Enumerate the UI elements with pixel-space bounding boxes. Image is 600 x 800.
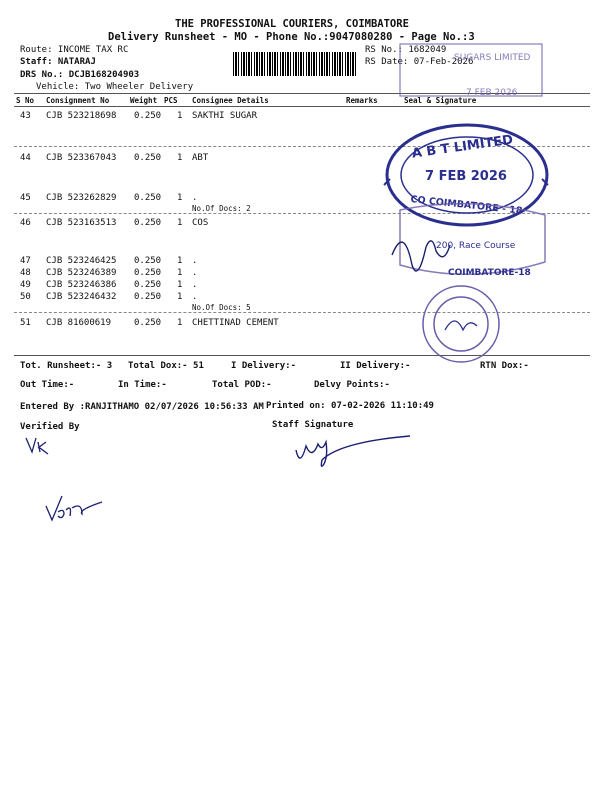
row-consignee: . [192,280,198,290]
row-consignment: CJB 523246386 [46,280,117,290]
staff-signature [296,436,410,466]
row-consignment: CJB 523367043 [46,153,117,163]
drs-label: DRS No.: DCJB168204903 [20,70,140,80]
verified-by: Verified By [20,422,80,432]
vehicle-label: Vehicle: Two Wheeler Delivery [36,82,194,92]
delvy-points: Delvy Points:- [314,380,390,390]
row-pcs: 1 [177,318,183,328]
row-pcs: 1 [177,256,183,266]
rs-number: RS No.: 1682049 [365,45,447,55]
row-weight: 0.250 [134,111,162,121]
row-sno: 48 [20,268,31,278]
row-consignee: SAKTHI SUGAR [192,111,258,121]
col-pcs: PCS [164,96,178,105]
row-pcs: 1 [177,111,183,121]
in-time: In Time:- [118,380,167,390]
route-label: Route: INCOME TAX RC [20,45,129,55]
row-consignment: CJB 523246432 [46,292,117,302]
row-weight: 0.250 [134,280,162,290]
stamp-abt-name: A B T LIMITED [411,132,514,162]
docs-note: No.Of Docs: 5 [192,303,251,312]
row-pcs: 1 [177,218,183,228]
row-consignee: ABT [192,153,209,163]
row-consignee: COS [192,218,209,228]
total-dox: Total Dox:- 51 [128,361,204,371]
row-pcs: 1 [177,280,183,290]
stamp-abt-date: 7 FEB 2026 [425,169,507,184]
stamp-race-course: 200, Race Course [436,241,516,251]
col-sno: S No [16,96,35,105]
row-pcs: 1 [177,193,183,203]
docs-note: No.Of Docs: 2 [192,204,251,213]
verifier-signature [46,496,102,520]
ii-delivery: II Delivery:- [340,361,411,371]
row-pcs: 1 [177,268,183,278]
stamp-abt-city: CO COIMBATORE - 18 [409,194,523,217]
rs-date: RS Date: 07-Feb-2026 [365,57,474,67]
sugars-stamp [400,44,542,98]
row-sno: 49 [20,280,31,290]
row-sno: 45 [20,193,31,203]
verifier-initials [26,438,48,454]
row-consignee: . [192,268,198,278]
row-weight: 0.250 [134,153,162,163]
printed-on: Printed on: 07-02-2026 11:10:49 [266,401,434,411]
row-sno: 51 [20,318,31,328]
row-consignment: CJB 523163513 [46,218,117,228]
row-consignee: . [192,292,198,302]
runsheet-subtitle: Delivery Runsheet - MO - Phone No.:9047080280 - Page No.:3 [108,31,475,43]
col-weight: Weight [130,96,158,105]
row-sno: 44 [20,153,31,163]
total-runsheet: Tot. Runsheet:- 3 [20,361,113,371]
row-weight: 0.250 [134,256,162,266]
row-consignment: CJB 523218698 [46,111,117,121]
round-seal [423,286,499,362]
col-seal: Seal & Signature [404,96,477,105]
row-sno: 47 [20,256,31,266]
row-weight: 0.250 [134,193,162,203]
stamp-coimbatore: COIMBATORE-18 [448,268,531,278]
row-weight: 0.250 [134,218,162,228]
row-consignee: CHETTINAD CEMENT [192,318,279,328]
row-weight: 0.250 [134,268,162,278]
row-consignment: CJB 523246425 [46,256,117,266]
row-sno: 50 [20,292,31,302]
i-delivery: I Delivery:- [231,361,297,371]
col-consignment: Consignment No [46,96,110,105]
row-weight: 0.250 [134,292,162,302]
staff-signature-label: Staff Signature [272,420,354,430]
row-sno: 46 [20,218,31,228]
row-consignee: . [192,193,198,203]
staff-label: Staff: NATARAJ [20,57,96,67]
stamp-sugars-date: 7 FEB 2026 [466,88,518,98]
row-sno: 43 [20,111,31,121]
entered-by: Entered By :RANJITHAMO 02/07/2026 10:56:33 AM [20,402,264,412]
row-consignee: . [192,256,198,266]
stamp-sugars-text: SUGARS LIMITED [454,53,531,63]
row-consignment: CJB 81600619 [46,318,112,328]
rtn-dox: RTN Dox:- [480,361,529,371]
out-time: Out Time:- [20,380,75,390]
row-pcs: 1 [177,153,183,163]
col-remarks: Remarks [346,96,378,105]
row-consignment: CJB 523246389 [46,268,117,278]
company-title: THE PROFESSIONAL COURIERS, COIMBATORE [175,18,409,30]
row-consignment: CJB 523262829 [46,193,117,203]
total-pod: Total POD:- [212,380,272,390]
row-weight: 0.250 [134,318,162,328]
row-pcs: 1 [177,292,183,302]
col-consignee: Consignee Details [192,96,269,105]
